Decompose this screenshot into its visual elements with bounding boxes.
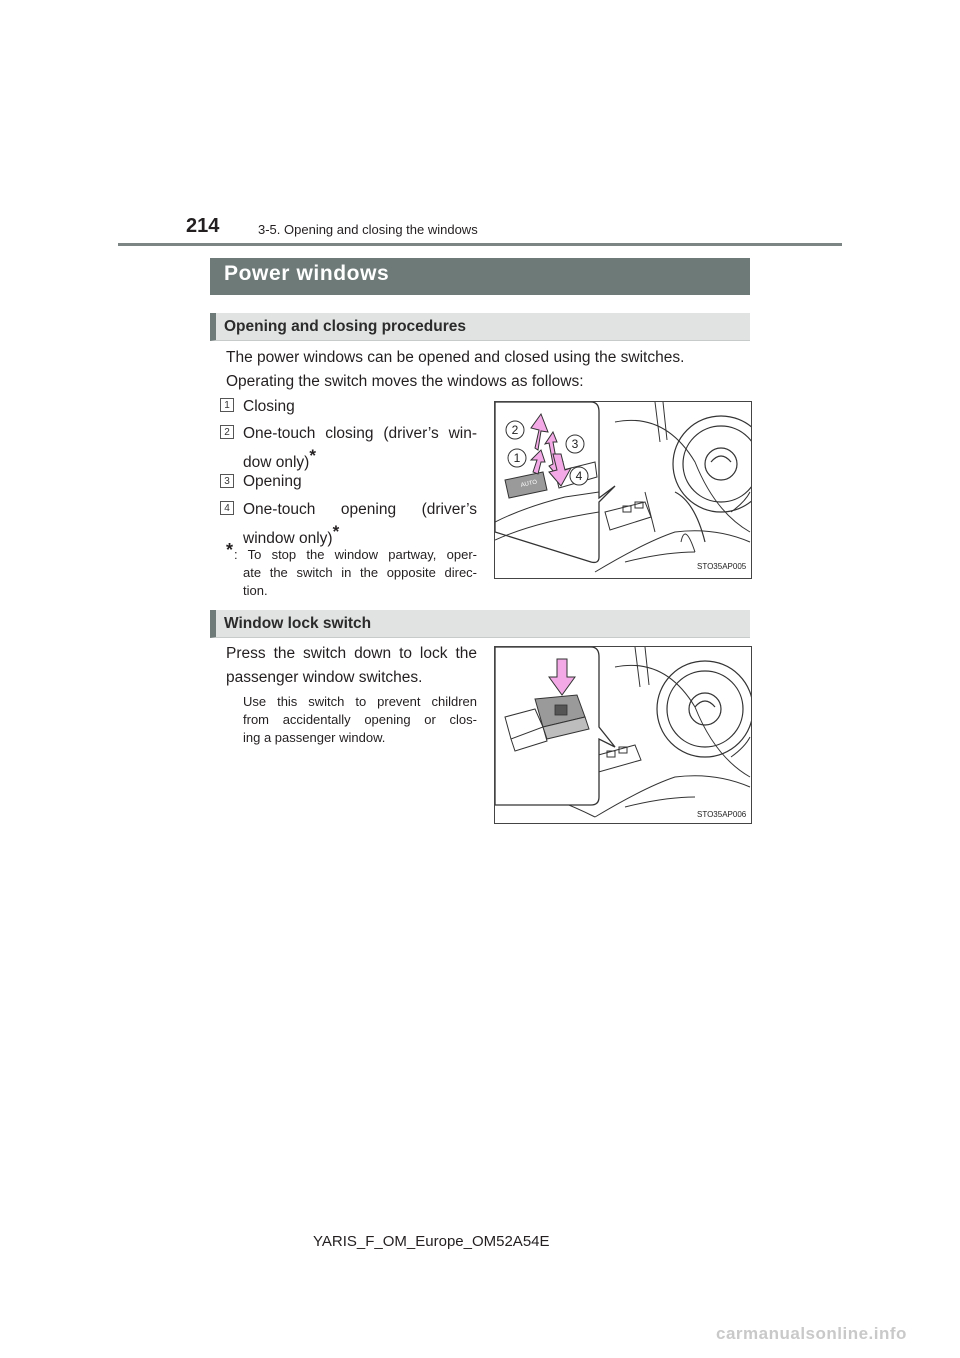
callout-3: 3: [571, 437, 579, 451]
lock-note-line-2: from accidentally opening or clos-: [243, 712, 477, 727]
list-number-2: 2: [220, 425, 234, 439]
lock-text-line-2: passenger window switches.: [226, 669, 423, 686]
list-number-3: 3: [220, 474, 234, 488]
list-number-1: 1: [220, 398, 234, 412]
footer-document-code: YARIS_F_OM_Europe_OM52A54E: [313, 1233, 550, 1250]
list-label-opening: Opening: [243, 473, 302, 490]
callout-4: 4: [575, 469, 583, 483]
list-number-4: 4: [220, 501, 234, 515]
lock-note-line-3: ing a passenger window.: [243, 730, 386, 745]
section-title: Power windows: [224, 262, 390, 285]
asterisk-marker: *: [332, 522, 340, 541]
list-label-one-touch-opening-1: One-touch opening (driver’s: [243, 501, 477, 518]
watermark: carmanualsonline.info: [716, 1324, 907, 1343]
window-lock-illustration: [495, 647, 751, 823]
page-number: 214: [186, 215, 220, 237]
footnote-line-2: ate the switch in the opposite direc-: [243, 565, 477, 580]
lock-text-line-1: Press the switch down to lock the: [226, 645, 477, 662]
running-head: 3-5. Opening and closing the windows: [258, 222, 478, 237]
subsection-title-opening-closing: Opening and closing procedures: [224, 318, 467, 335]
lock-note-line-1: Use this switch to prevent children: [243, 694, 477, 709]
subsection-title-window-lock: Window lock switch: [224, 615, 372, 632]
intro-line-1: The power windows can be opened and closed using the switches.: [226, 349, 685, 366]
footnote-asterisk: *: [226, 540, 234, 560]
list-label-one-touch-closing-2-text: dow only): [243, 454, 310, 472]
figure-id-1: STO35AP005: [697, 562, 747, 571]
switch-auto-label: AUTO: [520, 479, 538, 489]
footnote-line-3: tion.: [243, 583, 268, 598]
figure-window-lock-switch: [494, 646, 752, 824]
callout-1: 1: [513, 451, 521, 465]
window-switch-illustration: [495, 402, 751, 578]
list-label-closing: Closing: [243, 398, 295, 415]
figure-window-switch: [494, 401, 752, 579]
list-label-one-touch-closing-1: One-touch closing (driver’s win-: [243, 425, 477, 442]
figure-id-2: STO35AP006: [697, 810, 747, 819]
callout-2: 2: [511, 423, 519, 437]
intro-line-2: Operating the switch moves the windows as follows:: [226, 373, 584, 390]
asterisk-marker: *: [309, 446, 316, 465]
list-label-one-touch-opening-2-text: window only): [243, 530, 333, 548]
footnote-line-1: : To stop the window partway, oper-: [234, 547, 477, 562]
header-rule: [118, 243, 842, 246]
